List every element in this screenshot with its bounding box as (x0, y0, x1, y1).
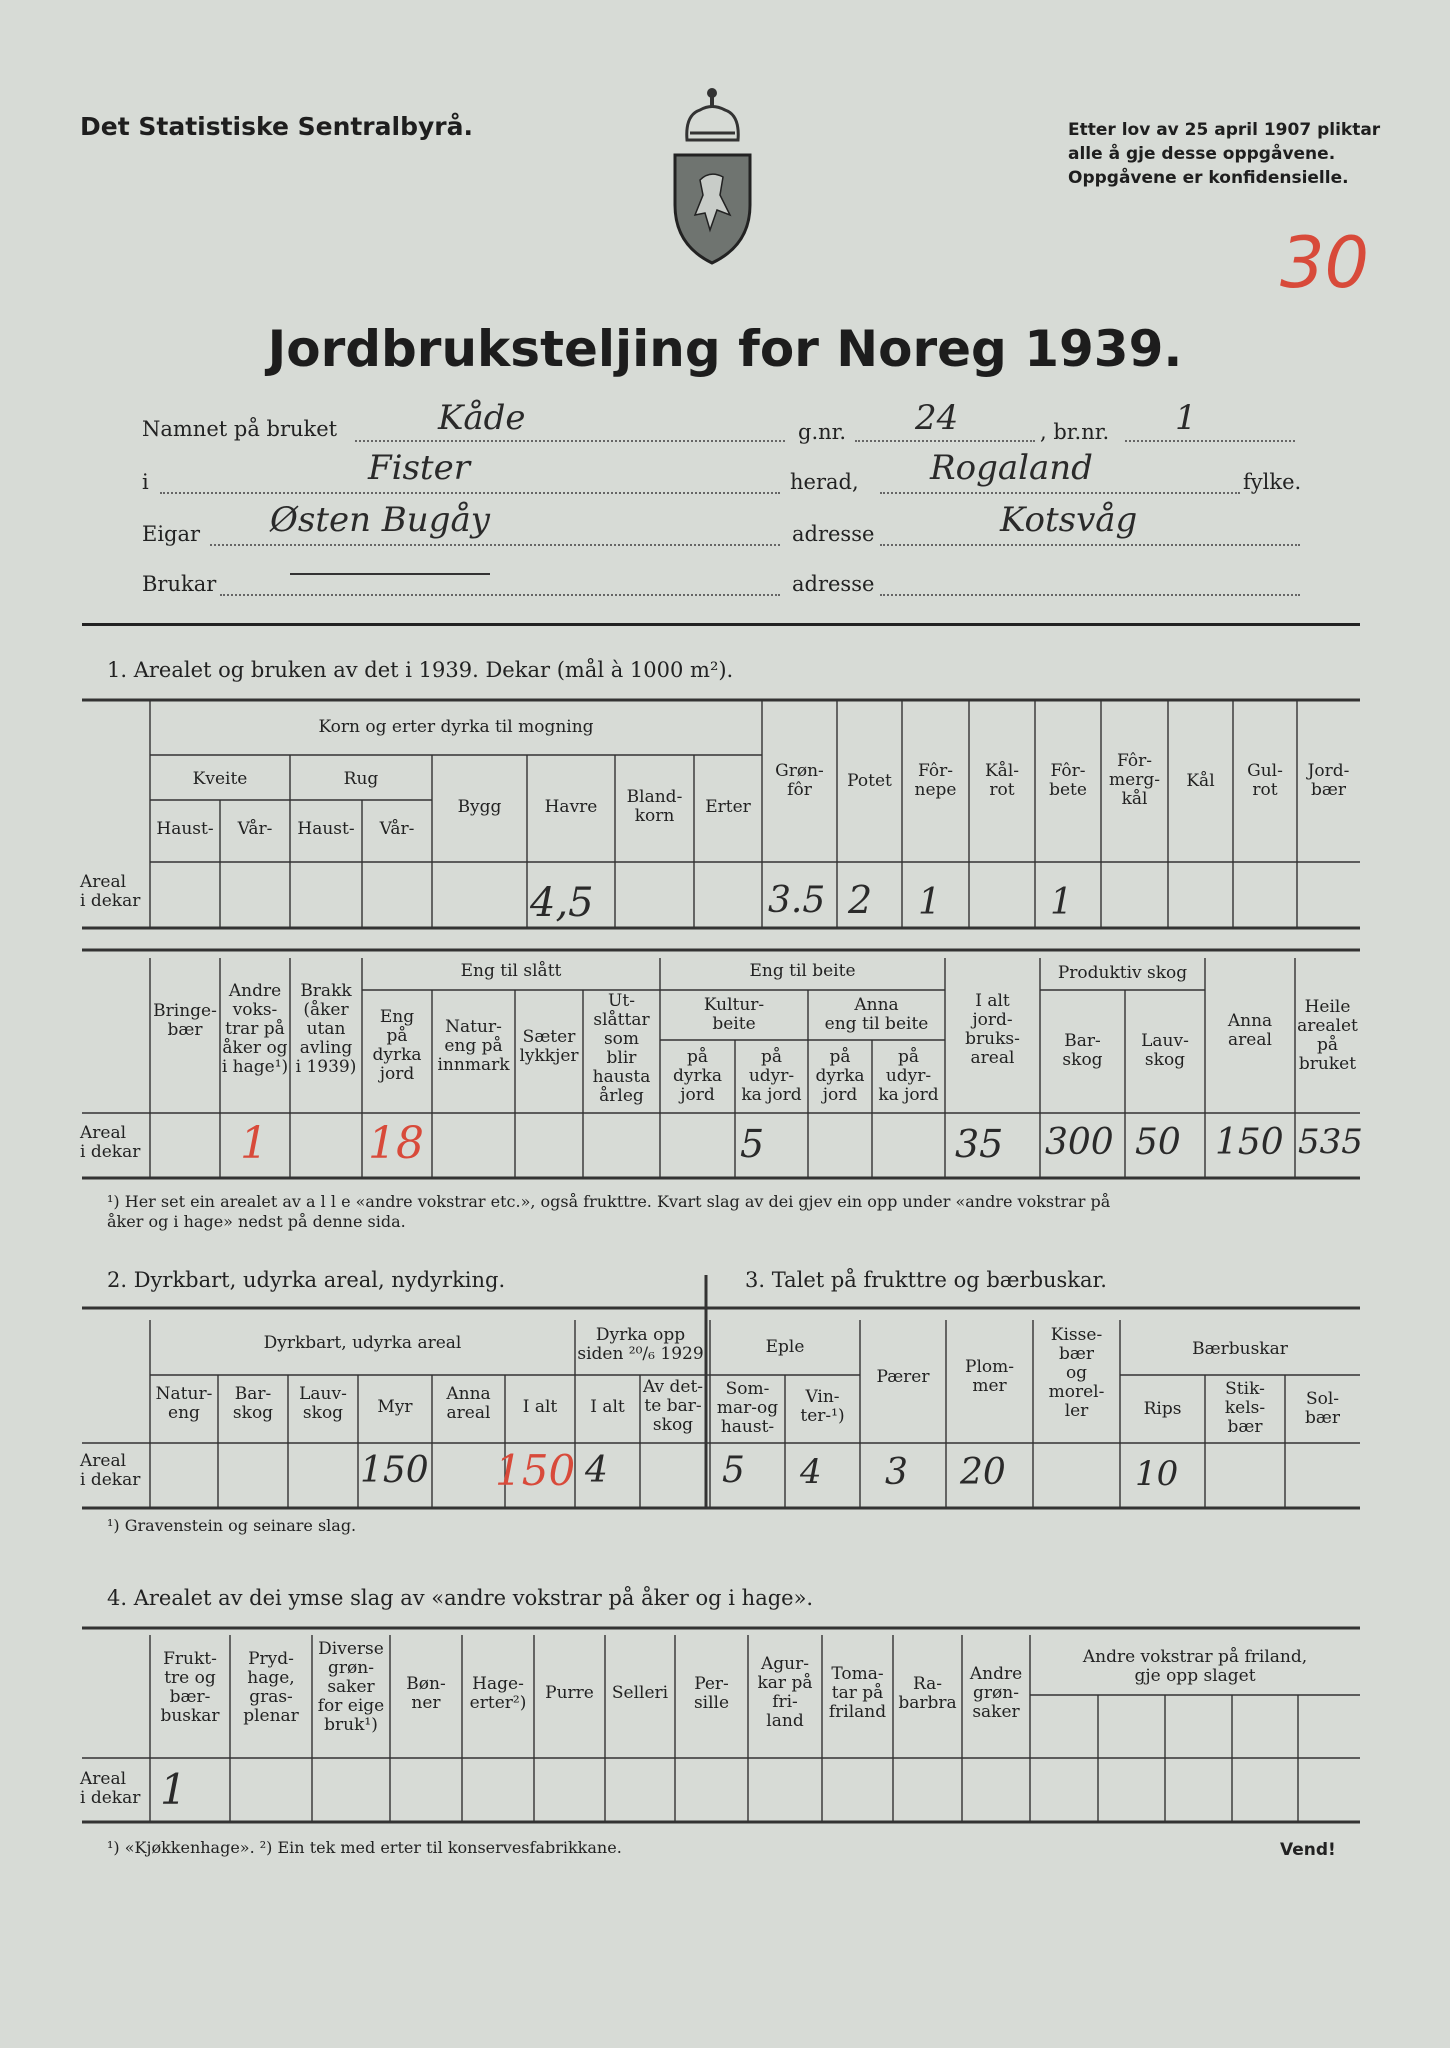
kultur-dyrka-header: på dyrka jord (672, 1047, 723, 1105)
dyrka-opp-header: Dyrka opp siden ²⁰/₆ 1929 (577, 1325, 704, 1364)
purre-header: Purre (545, 1683, 594, 1703)
brukar-adresse-label: adresse (792, 572, 875, 596)
produktiv-skog-header: Produktiv skog (1057, 963, 1188, 983)
section1-heading: 1. Arealet og bruken av det i 1939. Dekar (mål à 1000 m²). (107, 658, 734, 682)
korn-group-header: Korn og erter dyrka til mogning (318, 717, 594, 737)
section2-heading: 2. Dyrkbart, udyrka areal, nydyrking. (107, 1268, 506, 1292)
section1-footnote: ¹) Her set ein arealet av a l l e «andre vokstrar etc.», også frukttre. Kvart slag av dei gjev ein opp under «andre vokstrar på åker og i hage» nedst på denne sida. (107, 1192, 1111, 1231)
stamp-number: 30 (1280, 222, 1370, 304)
erter-header: Erter (705, 797, 751, 817)
gronfor-header: Grøn- fôr (775, 761, 824, 800)
anna-areal-header: Anna areal (446, 1384, 491, 1423)
eng-dyrka-value: 18 (368, 1118, 424, 1169)
kultur-udyrka-value: 5 (740, 1122, 765, 1166)
plommer-header: Plom- mer (965, 1357, 1014, 1396)
formergkal-header: Fôr- merg- kål (1109, 751, 1160, 809)
namnet-label: Namnet på bruket (142, 417, 338, 441)
bringebaer-header: Bringe- bær (153, 1001, 217, 1040)
herad-value: Fister (368, 448, 470, 488)
lauvskog-header: Lauv- skog (299, 1384, 347, 1423)
myr-value: 150 (360, 1450, 429, 1491)
dyrka-i-alt-header: I alt (590, 1397, 625, 1417)
eple-sommar-header: Som- mar-og haust- (716, 1379, 779, 1437)
eng-dyrka-header: Eng på dyrka jord (372, 1007, 422, 1084)
brnr-value: 1 (1175, 398, 1197, 438)
dyrka-barskog-header: Av det- te bar- skog (642, 1377, 704, 1435)
heile-header: Heile arealet på bruket (1297, 997, 1358, 1074)
havre-header: Havre (544, 797, 598, 817)
herad-label: herad, (790, 470, 859, 494)
andre-vokstrar-value: 1 (240, 1118, 268, 1169)
org-name: Det Statistiske Sentralbyrå. (80, 112, 473, 141)
kveite-header: Kveite (192, 769, 248, 789)
lauvskog-header: Lauv- skog (1141, 1031, 1189, 1070)
section2-footnote: ¹) Gravenstein og seinare slag. (107, 1516, 357, 1535)
potet-value: 2 (848, 878, 873, 922)
rug-haust-header: Haust- (297, 819, 355, 839)
fylke-label: fylke. (1243, 470, 1302, 494)
row-label: Areal i dekar (80, 1769, 141, 1808)
anna-areal-header: Anna areal (1227, 1011, 1273, 1050)
i-alt-jord-header: I alt jord- bruks- areal (965, 991, 1020, 1068)
dyrkbart-group-header: Dyrkbart, udyrka areal (263, 1333, 462, 1353)
dyrka-i-alt-value: 4 (585, 1450, 608, 1491)
brakk-header: Brakk (åker utan avling i 1939) (295, 981, 357, 1077)
fornepe-header: Fôr- nepe (914, 761, 957, 800)
selleri-header: Selleri (611, 1683, 669, 1703)
eple-vinter-header: Vin- ter-¹) (800, 1387, 845, 1426)
i-alt-jord-value: 35 (955, 1122, 1004, 1166)
notice-line: alle å gje desse oppgåvene. (1068, 144, 1336, 164)
kveite-haust-header: Haust- (156, 819, 214, 839)
eigar-label: Eigar (142, 522, 201, 546)
rug-header: Rug (343, 769, 379, 789)
namnet-value: Kåde (438, 398, 526, 438)
stikkelsbaer-header: Stik- kels- bær (1224, 1379, 1266, 1437)
brnr-label: , br.nr. (1040, 420, 1110, 444)
blandkorn-header: Bland- korn (626, 787, 683, 826)
row-label: Areal i dekar (80, 1451, 141, 1490)
section3-heading: 3. Talet på frukttre og bærbuskar. (745, 1268, 1107, 1292)
solbaer-header: Sol- bær (1305, 1389, 1340, 1428)
kveite-vaar-header: Vår- (237, 819, 273, 839)
diverse-header: Diverse grøn- saker for eige bruk¹) (317, 1639, 385, 1735)
i-alt-header: I alt (522, 1397, 558, 1417)
prydhage-header: Pryd- hage, gras- plenar (243, 1649, 299, 1726)
anna-udyrka-header: på udyr- ka jord (878, 1047, 939, 1105)
rug-vaar-header: Vår- (379, 819, 415, 839)
havre-value: 4,5 (530, 880, 594, 926)
notice-line: Oppgåvene er konfidensielle. (1068, 168, 1349, 188)
section4-footnote: ¹) «Kjøkkenhage». ²) Ein tek med erter til konservesfabrikkane. (107, 1838, 622, 1857)
agurkar-header: Agur- kar på fri- land (757, 1654, 813, 1731)
frukttre-value: 1 (160, 1765, 187, 1814)
anna-areal-value: 150 (1215, 1122, 1284, 1163)
eigar-adresse-value: Kotsvåg (1000, 500, 1138, 540)
bonner-header: Bøn- ner (406, 1674, 446, 1713)
lauvskog-value: 50 (1135, 1122, 1181, 1163)
paerer-header: Pærer (876, 1367, 930, 1387)
vend-label: Vend! (1280, 1840, 1336, 1860)
forbete-header: Fôr- bete (1049, 761, 1087, 800)
eple-sommar-value: 5 (722, 1450, 745, 1491)
fornepe-value: 1 (918, 882, 941, 923)
brukar-label: Brukar (142, 572, 217, 596)
row-label: Areal i dekar (80, 872, 141, 911)
saeter-header: Sæter lykkjer (519, 1027, 579, 1066)
kalrot-header: Kål- rot (984, 761, 1020, 800)
rips-value: 10 (1135, 1454, 1179, 1494)
rips-header: Rips (1143, 1399, 1182, 1419)
adresse-label: adresse (792, 522, 875, 546)
eigar-value: Østen Bugåy (270, 500, 490, 540)
tomatar-header: Toma- tar på friland (828, 1664, 887, 1722)
andre-friland-header: Andre vokstrar på friland, gje opp slaget (1082, 1647, 1308, 1686)
gronfor-value: 3.5 (768, 880, 826, 921)
utslattar-header: Ut- slåttar som blir hausta årleg (592, 991, 651, 1106)
kulturbeite-header: Kultur- beite (703, 995, 765, 1034)
section4-heading: 4. Arealet av dei ymse slag av «andre vokstrar på åker og i hage». (107, 1586, 814, 1610)
andre-gronsaker-header: Andre grøn- saker (969, 1664, 1023, 1722)
eple-vinter-value: 4 (800, 1452, 822, 1492)
naturs-eng-header: Natur- eng på innmark (437, 1017, 510, 1075)
gnr-label: g.nr. (798, 420, 847, 444)
eng-beite-header: Eng til beite (749, 961, 856, 981)
i-alt-value: 150 (495, 1446, 576, 1495)
fylke-value: Rogaland (930, 448, 1093, 488)
anna-dyrka-header: på dyrka jord (815, 1047, 865, 1105)
eng-slatt-header: Eng til slått (460, 961, 562, 981)
notice-line: Etter lov av 25 april 1907 pliktar (1068, 120, 1381, 140)
form-title: Jordbruksteljing for Noreg 1939. (267, 320, 1183, 378)
kal-header: Kål (1186, 771, 1215, 791)
barskog-header: Bar- skog (232, 1384, 274, 1423)
frukttre-header: Frukt- tre og bær- buskar (160, 1649, 220, 1726)
paerer-value: 3 (885, 1452, 908, 1493)
hageerter-header: Hage- erter²) (469, 1674, 527, 1713)
bygg-header: Bygg (457, 797, 502, 817)
plommer-value: 20 (960, 1452, 1006, 1493)
anna-eng-header: Anna eng til beite (824, 995, 929, 1034)
andre-vokstrar-header: Andre voks- trar på åker og i hage¹) (221, 981, 289, 1077)
jordbaer-header: Jord- bær (1307, 761, 1350, 800)
naturs-eng-header: Natur- eng (155, 1384, 213, 1423)
kultur-udyrka-header: på udyr- ka jord (741, 1047, 802, 1105)
gnr-value: 24 (915, 398, 959, 438)
myr-header: Myr (377, 1397, 413, 1417)
eple-header: Eple (765, 1337, 805, 1357)
barskog-value: 300 (1045, 1122, 1114, 1163)
potet-header: Potet (847, 771, 892, 791)
barskog-header: Bar- skog (1062, 1031, 1103, 1070)
persille-header: Per- sille (693, 1674, 730, 1713)
i-label: i (142, 470, 149, 494)
baerbuskar-header: Bærbuskar (1192, 1339, 1288, 1359)
gulrot-header: Gul- rot (1247, 761, 1283, 800)
rabarbra-header: Ra- barbra (898, 1674, 957, 1713)
row-label: Areal i dekar (80, 1123, 141, 1162)
kissebaer-header: Kisse- bær og morel- ler (1048, 1325, 1105, 1421)
heile-value: 535 (1298, 1122, 1363, 1162)
forbete-value: 1 (1050, 882, 1073, 923)
